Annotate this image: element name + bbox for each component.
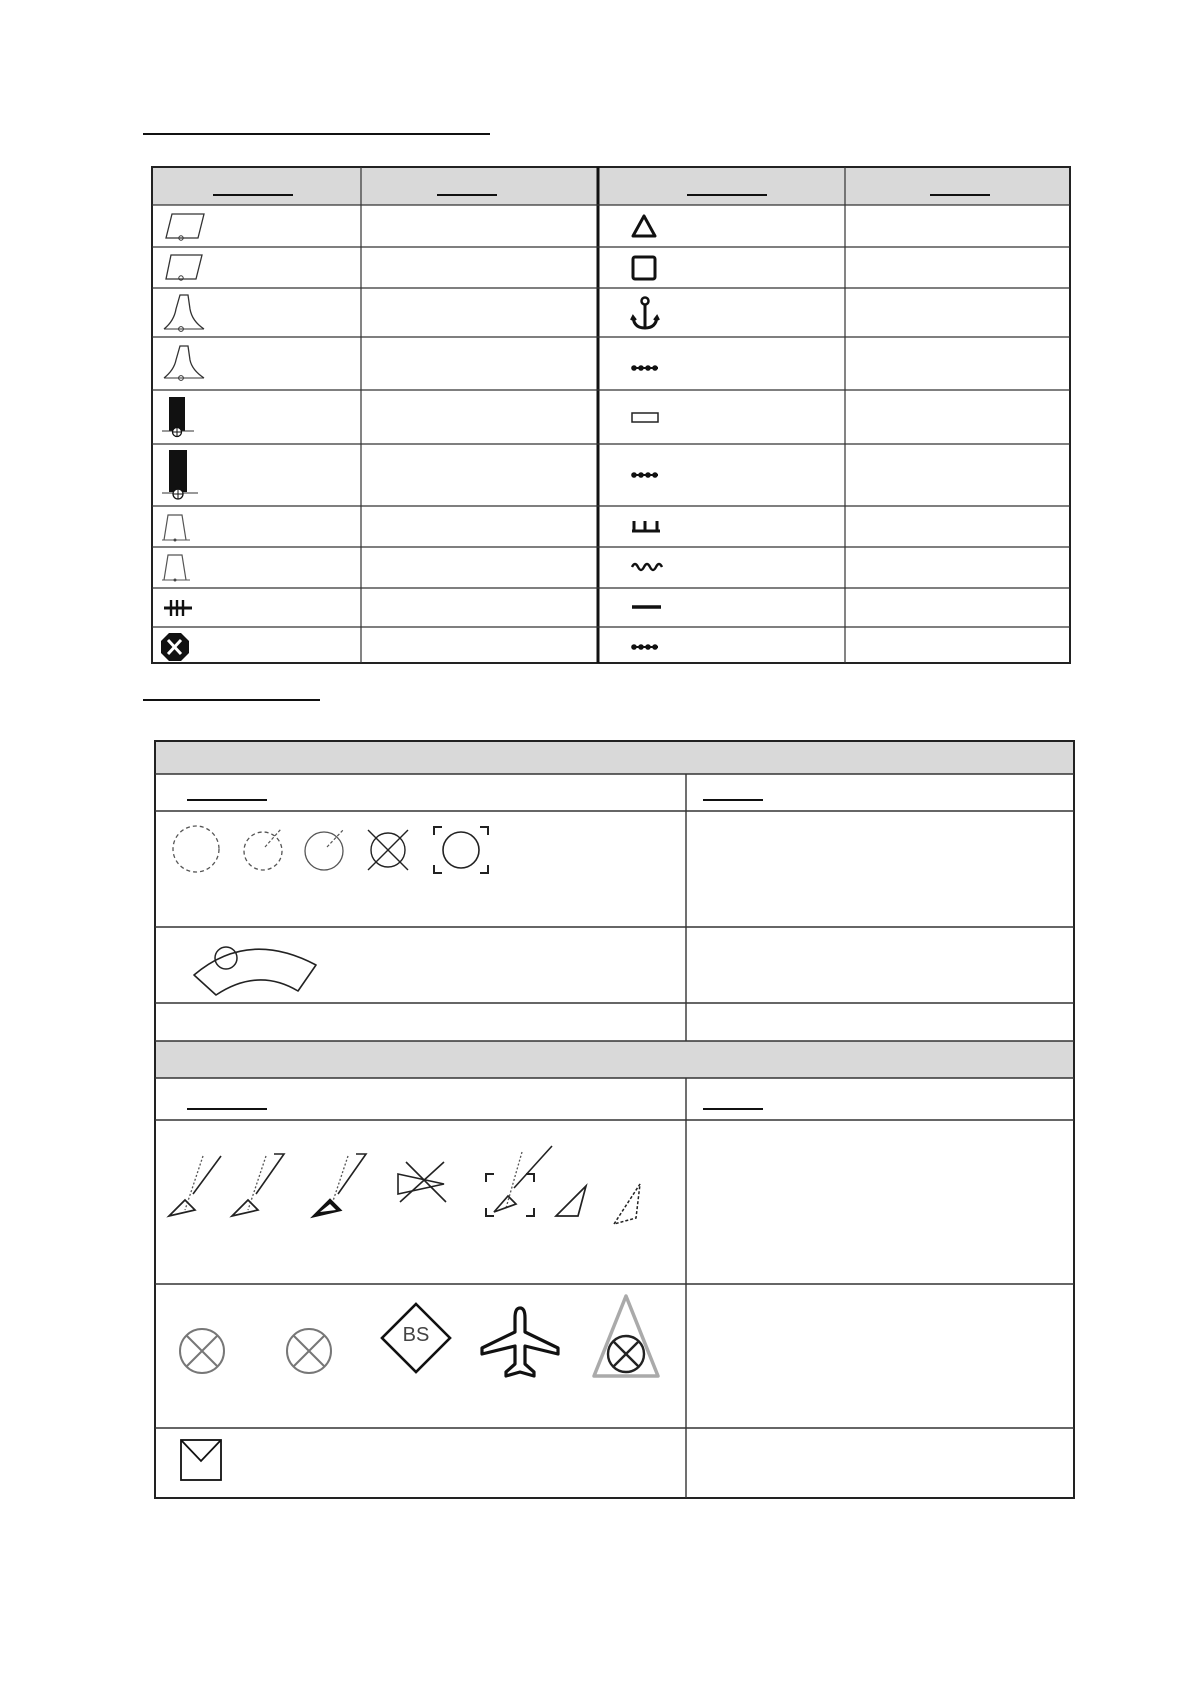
tall-black-post-large-icon <box>160 448 208 502</box>
bs-badge-label: BS <box>402 1324 430 1346</box>
gray-triangle-crossed-circle-icon <box>590 1292 662 1380</box>
wave-icon <box>630 557 670 573</box>
crossed-bar-icon <box>160 595 208 621</box>
vessel-selected-icon <box>482 1142 558 1222</box>
thin-rectangle-icon <box>630 410 670 426</box>
symbol-table <box>150 165 1072 665</box>
dashed-circle-heading-icon <box>237 823 289 875</box>
gray-crossed-circle-icon <box>176 1325 228 1377</box>
section1-title-underline <box>143 133 490 135</box>
vessel-dashed-heading-icon <box>228 1148 294 1222</box>
vessel-dotted-heading-icon <box>165 1148 231 1222</box>
small-vessel-icon <box>552 1180 592 1220</box>
section2-title-underline <box>143 699 320 701</box>
airplane-icon <box>478 1304 562 1380</box>
vessel-crossed-icon <box>394 1158 460 1210</box>
bs-diamond-badge <box>378 1300 454 1376</box>
circle-heading-icon <box>300 823 352 875</box>
dotted-line-icon <box>630 361 670 375</box>
comb-icon <box>630 517 670 535</box>
crossed-circle-icon <box>364 823 416 875</box>
selected-circle-icon <box>430 823 492 879</box>
small-trapezoid-icon <box>160 510 208 544</box>
dashed-circle-icon <box>170 823 222 875</box>
dotted-line-icon-3 <box>630 640 670 654</box>
flare-tower-icon <box>160 291 208 333</box>
trapezoid-mark-icon <box>160 210 208 242</box>
trapezoid-mark-small-icon <box>160 251 208 283</box>
vessel-bold-heading-icon <box>310 1148 376 1222</box>
x-octagon-icon <box>160 631 208 663</box>
anchor-icon <box>630 295 666 333</box>
tall-black-post-icon <box>160 395 208 439</box>
target-symbol-table <box>152 738 1077 1501</box>
square-icon <box>630 254 666 284</box>
dotted-line-icon-2 <box>630 468 670 482</box>
dashed-vessel-icon <box>610 1180 650 1228</box>
gray-crossed-circle-icon-2 <box>283 1325 335 1377</box>
triangle-icon <box>630 213 666 243</box>
flare-tower-alt-icon <box>160 342 208 384</box>
small-trapezoid-alt-icon <box>160 550 208 584</box>
arc-sector-icon <box>188 935 328 1007</box>
dash-icon <box>630 600 670 614</box>
envelope-icon <box>178 1435 226 1485</box>
